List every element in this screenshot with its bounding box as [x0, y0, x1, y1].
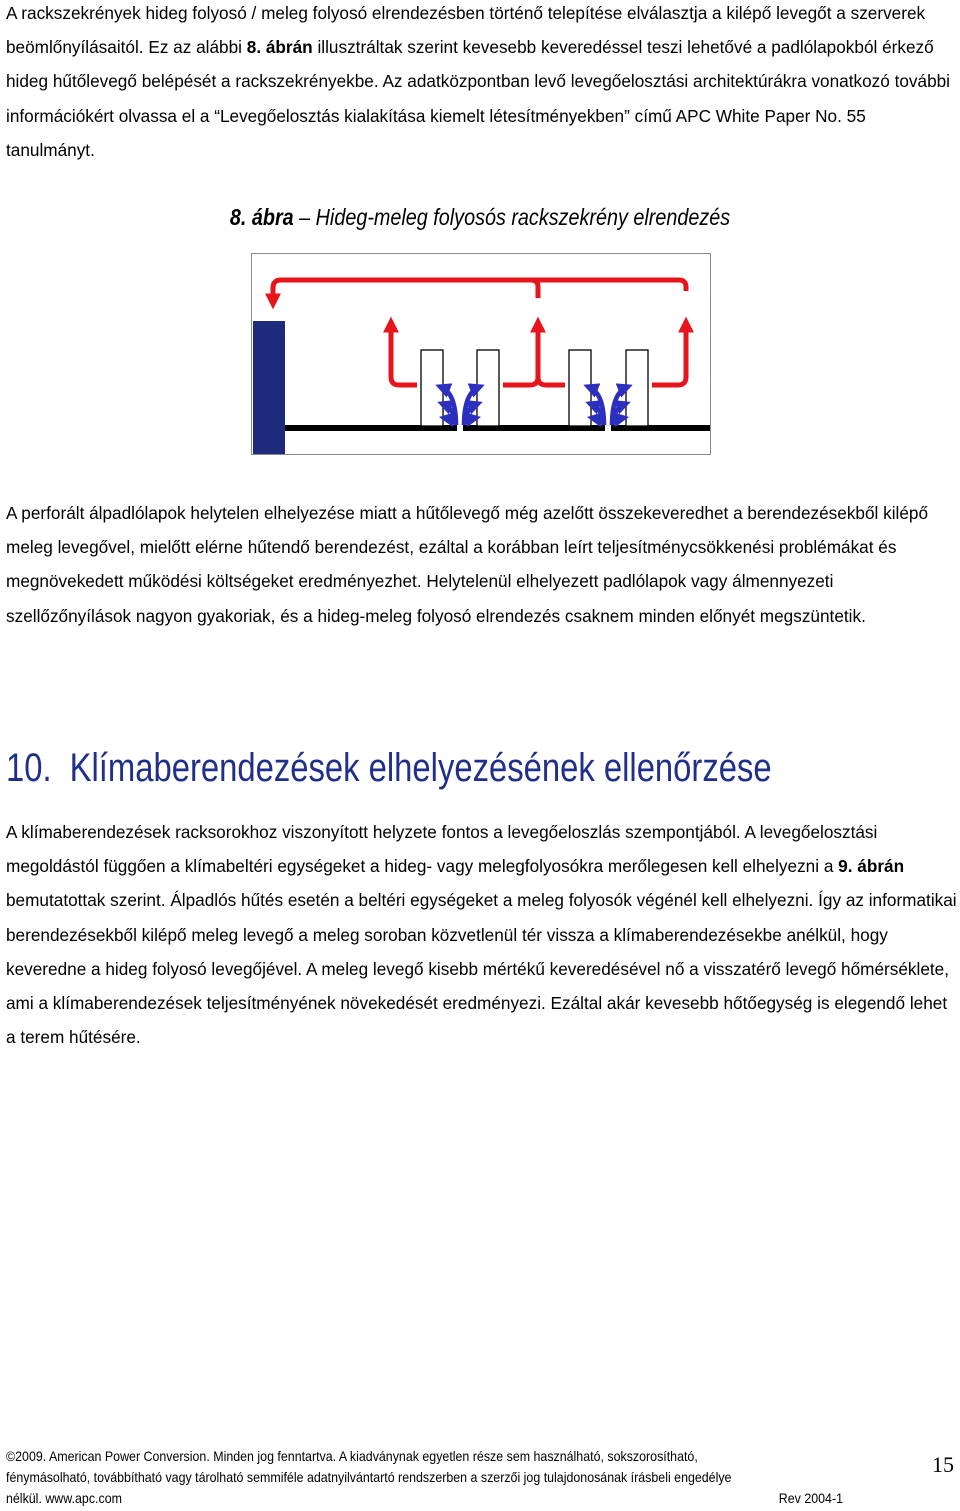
- footer-last-line: [6, 1488, 843, 1509]
- section-paragraph: [6, 815, 958, 1054]
- figure-caption: [67, 204, 893, 231]
- crac-unit: [253, 321, 285, 454]
- rack-1: [421, 350, 443, 426]
- footer-revision: Rev 2004-1: [778, 1491, 843, 1506]
- hot-cold-aisle-diagram: [251, 253, 711, 455]
- page-number: 15: [932, 1452, 954, 1477]
- intro-text-b: illusztráltak szerint kevesebb keveredéssel teszi lehetővé a padlólapokból érkező hideg hűtőlevegő belépését a rackszekrényekbe. Az adatközpontban levő levegőelosztási architektúrákra vonatkozó további információkért olvassa el a “Levegőelosztás kialakítása kiemelt létesítményekben” című APC White Paper No. 55 tanulmányt.: [6, 37, 951, 160]
- page-footer: [6, 1446, 876, 1509]
- section-number: 10.: [6, 746, 52, 790]
- section-heading: [6, 746, 772, 791]
- body-paragraph: A perforált álpadlólapok helytelen elhelyezése miatt a hűtőlevegő még azelőtt összekeveredhet a berendezésekből kilépő meleg levegővel, mielőtt elérne hűtendő berendezést, ezáltal a korábban leírt teljesítménycsökkenési problémákat és megnövekedett működési költségeket eredményezhet. Helytelenül elhelyezett padlólapok vagy álmennyezeti szellőzőnyílások nagyon gyakoriak, és a hideg-meleg folyosó elrendezés csaknem minden előnyét megszüntetik.: [6, 503, 929, 626]
- intro-text-a: A rackszekrények hideg folyosó / meleg folyosó elrendezésben történő telepítése elválasztja a kilépő levegőt a szerverek beömlőnyílásaitól. Ez az alábbi: [6, 3, 926, 58]
- rack-4: [626, 350, 648, 426]
- caption-title: Hideg-meleg folyosós rackszekrény elrendezés: [315, 204, 731, 230]
- intro-paragraph: [6, 0, 958, 167]
- rack-3: [569, 350, 591, 426]
- footer-website: nélkül. www.apc.com: [6, 1491, 122, 1506]
- caption-number: 8. ábra: [229, 204, 294, 230]
- section-text-a: A klímaberendezések racksorokhoz viszonyított helyzete fontos a levegőeloszlás szempontjából. A levegőelosztási megoldástól függően a klímabeltéri egységeket a hideg- vagy melegfolyosókra merőlegesen kell elhelyezni a: [6, 822, 878, 877]
- section-text-b: bemutatottak szerint. Álpadlós hűtés esetén a beltéri egységeket a meleg folyosók végénél kell elhelyezni. Így az informatikai berendezésekből kilépő meleg levegő a meleg soroban közvetlenül tér vissza a klímaberendezésekbe anélkül, hogy keveredne a hideg folyosó levegőjével. A meleg levegő kisebb mértékű keveredésével nő a visszatérő levegő hőmérséklete, ami a klímaberendezések teljesítményének növekedését eredményezi. Ezáltal akár kevesebb hőtőegység is elegendő lehet a terem hűtésére.: [6, 890, 957, 1048]
- figure-reference-9: 9. ábrán: [838, 856, 905, 877]
- footer-copyright: ©2009. American Power Conversion. Minden jog fenntartva. A kiadványnak egyetlen része sem használható, sokszorosítható,: [6, 1449, 698, 1464]
- footer-rights: fénymásolható, továbbítható vagy tárolható semmiféle adatnyilvántartó rendszerben a szerzői jog tulajdonosának írásbeli engedélye: [6, 1470, 732, 1485]
- rack-2: [477, 350, 499, 426]
- section-title: Klímaberendezések elhelyezésének ellenőrzése: [69, 746, 772, 790]
- caption-dash: –: [293, 204, 316, 230]
- figure-reference: 8. ábrán: [246, 37, 313, 58]
